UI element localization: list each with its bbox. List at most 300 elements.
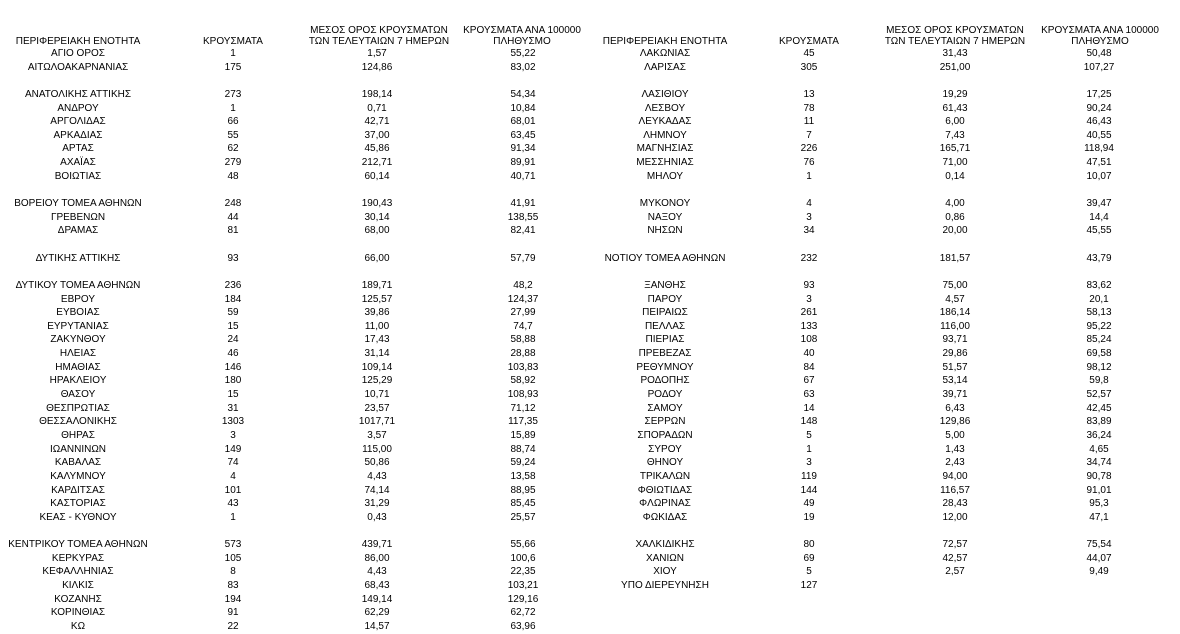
cell-avg7: 212,71	[361, 157, 393, 169]
table-row	[0, 402, 600, 416]
table-row	[600, 374, 1180, 388]
cell-per100k: 83,02	[510, 61, 536, 73]
table-row	[0, 374, 600, 388]
cell-per100k: 15,89	[510, 429, 536, 441]
cell-cases: 1	[230, 48, 236, 59]
cell-region: ΑΝΔΡΟΥ	[57, 102, 99, 114]
cell-avg7: 31,29	[364, 498, 390, 510]
cell-per100k: 103,83	[507, 361, 539, 373]
cell-per100k: 27,99	[510, 307, 536, 319]
table-row	[600, 279, 1180, 293]
cell-region: ΜΥΚΟΝΟΥ	[639, 198, 691, 210]
cell-region: ΚΑΒΑΛΑΣ	[54, 457, 102, 469]
table-row	[600, 142, 1180, 156]
cell-per100k: 63,45	[510, 129, 536, 141]
cell-region: ΧΑΛΚΙΔΙΚΗΣ	[635, 539, 695, 551]
table-row	[600, 538, 1180, 552]
header-cases: ΚΡΟΥΣΜΑΤΑ	[203, 36, 263, 47]
cell-avg7: 116,57	[940, 484, 970, 496]
cell-per100k: 83,62	[1086, 279, 1112, 291]
cell-cases: 93	[803, 279, 815, 291]
blank-row	[0, 183, 600, 197]
table-row	[600, 565, 1180, 579]
table-row	[0, 88, 600, 102]
cell-avg7: 125,57	[361, 293, 393, 305]
cell-avg7: 17,43	[364, 334, 390, 346]
blank-row	[600, 238, 1180, 252]
cell-per100k: 95,3	[1089, 498, 1109, 510]
cell-cases: 55	[227, 129, 239, 141]
table-row	[600, 579, 1180, 593]
cell-per100k: 89,91	[510, 157, 536, 169]
cell-cases: 8	[230, 566, 236, 578]
cell-per100k: 13,58	[510, 470, 536, 482]
cell-region: ΚΕΝΤΡΙΚΟΥ ΤΟΜΕΑ ΑΘΗΝΩΝ	[8, 539, 148, 551]
cell-region: ΣΕΡΡΩΝ	[644, 416, 686, 428]
cell-per100k: 90,24	[1086, 102, 1112, 114]
cell-per100k: 74,7	[513, 320, 533, 332]
cell-per100k: 83,89	[1086, 416, 1112, 428]
cell-region: ΕΥΡΥΤΑΝΙΑΣ	[47, 320, 109, 332]
cell-region: ΑΓΙΟ ΟΡΟΣ	[51, 48, 105, 59]
cell-per100k: 103,21	[507, 579, 539, 591]
cell-cases: 80	[803, 539, 815, 551]
table-row	[0, 47, 600, 61]
cell-region: ΦΛΩΡΙΝΑΣ	[639, 498, 691, 510]
header-per100k: ΚΡΟΥΣΜΑΤΑ ΑΝΑ 100000 ΠΛΗΘΥΣΜΟ	[463, 25, 581, 47]
cell-avg7: 94,00	[942, 470, 968, 482]
cell-region: ΠΕΛΛΑΣ	[644, 320, 686, 332]
cell-per100k: 85,24	[1086, 334, 1112, 346]
table-body	[600, 47, 1180, 593]
cell-cases: 3	[230, 429, 236, 441]
table-row	[600, 211, 1180, 225]
cell-cases: 1	[230, 102, 236, 114]
blank-row	[600, 524, 1180, 538]
table-row	[0, 565, 600, 579]
cell-per100k: 47,51	[1086, 157, 1112, 169]
cell-per100k: 55,22	[510, 48, 536, 59]
cell-avg7: 1,57	[367, 48, 387, 59]
cell-region: ΛΗΜΝΟΥ	[643, 129, 687, 141]
table-row	[600, 156, 1180, 170]
cell-per100k: 28,88	[510, 348, 536, 360]
table-row	[0, 443, 600, 457]
cell-region: ΡΕΘΥΜΝΟΥ	[636, 361, 694, 373]
cell-cases: 5	[806, 429, 812, 441]
cell-cases: 84	[803, 361, 815, 373]
cell-cases: 63	[803, 389, 815, 401]
table-row	[600, 88, 1180, 102]
cell-per100k: 58,88	[510, 334, 536, 346]
cell-cases: 1	[230, 511, 236, 523]
cell-region: ΜΕΣΣΗΝΙΑΣ	[636, 157, 694, 169]
cell-avg7: 72,57	[942, 539, 968, 551]
cell-region: ΦΩΚΙΔΑΣ	[642, 511, 688, 523]
table-row	[600, 484, 1180, 498]
cell-per100k: 22,35	[510, 566, 536, 578]
header-cases: ΚΡΟΥΣΜΑΤΑ	[779, 36, 839, 47]
cell-cases: 40	[803, 348, 815, 360]
cell-per100k: 58,13	[1086, 307, 1112, 319]
cell-avg7: 53,14	[942, 375, 968, 387]
cell-region: ΙΩΑΝΝΙΝΩΝ	[49, 443, 107, 455]
cell-avg7: 181,57	[939, 252, 971, 264]
cell-region: ΛΑΣΙΘΙΟΥ	[641, 88, 689, 100]
table-row	[0, 320, 600, 334]
table-row	[0, 333, 600, 347]
cell-cases: 3	[806, 457, 812, 469]
cell-cases: 24	[227, 334, 239, 346]
table-row	[0, 415, 600, 429]
blank-row	[0, 238, 600, 252]
table-row	[600, 224, 1180, 238]
table-row	[600, 361, 1180, 375]
cell-cases: 49	[803, 498, 815, 510]
cell-per100k: 88,74	[510, 443, 536, 455]
table-row	[0, 252, 600, 266]
table-row	[600, 293, 1180, 307]
cell-region: ΜΗΛΟΥ	[646, 170, 684, 182]
cell-region: ΘΗΝΟΥ	[646, 457, 684, 469]
table-row	[600, 320, 1180, 334]
cell-per100k: 45,55	[1086, 225, 1112, 237]
cell-avg7: 50,86	[364, 457, 390, 469]
cell-avg7: 190,43	[361, 198, 393, 210]
cell-cases: 248	[224, 198, 242, 210]
header-avg7: ΜΕΣΟΣ ΟΡΟΣ ΚΡΟΥΣΜΑΤΩΝ ΤΩΝ ΤΕΛΕΥΤΑΙΩΝ 7 ΗΜΕΡΩΝ	[308, 25, 450, 47]
cell-cases: 83	[227, 579, 239, 591]
cell-avg7: 60,14	[364, 170, 390, 182]
cell-cases: 14	[803, 402, 815, 414]
cell-per100k: 46,43	[1086, 116, 1112, 128]
cell-per100k: 88,95	[510, 484, 536, 496]
cell-region: ΧΙΟΥ	[653, 566, 677, 578]
cell-cases: 31	[227, 402, 239, 414]
cell-per100k: 48,2	[513, 279, 533, 291]
table-row	[600, 61, 1180, 75]
cell-region: ΡΟΔΟΥ	[647, 389, 683, 401]
table-row	[0, 511, 600, 525]
cell-avg7: 42,71	[364, 116, 390, 128]
table-row	[600, 333, 1180, 347]
cell-cases: 74	[227, 457, 239, 469]
cell-region: ΔΥΤΙΚΗΣ ΑΤΤΙΚΗΣ	[35, 252, 121, 264]
cell-per100k: 124,37	[507, 293, 539, 305]
table-row	[600, 102, 1180, 116]
table-row	[0, 429, 600, 443]
table-row	[600, 552, 1180, 566]
cell-avg7: 37,00	[364, 129, 390, 141]
cell-region: ΑΝΑΤΟΛΙΚΗΣ ΑΤΤΙΚΗΣ	[24, 88, 132, 100]
table-row	[0, 306, 600, 320]
table-header	[0, 19, 600, 47]
table-row	[0, 579, 600, 593]
cell-avg7: 198,14	[361, 88, 393, 100]
table-row	[0, 156, 600, 170]
header-region: ΠΕΡΙΦΕΡΕΙΑΚΗ ΕΝΟΤΗΤΑ	[15, 36, 141, 47]
cell-per100k: 91,34	[510, 143, 536, 155]
cell-region: ΦΘΙΩΤΙΔΑΣ	[637, 484, 693, 496]
cell-per100k: 58,92	[510, 375, 536, 387]
cell-avg7: 0,14	[945, 170, 965, 182]
cell-cases: 133	[800, 320, 818, 332]
table-row	[600, 129, 1180, 143]
cell-region: ΔΡΑΜΑΣ	[57, 225, 99, 237]
cell-avg7: 0,43	[367, 511, 387, 523]
table-row	[600, 197, 1180, 211]
table-row	[600, 497, 1180, 511]
cell-cases: 78	[803, 102, 815, 114]
cell-region: ΘΑΣΟΥ	[60, 389, 96, 401]
cell-per100k: 91,01	[1086, 484, 1112, 496]
cell-region: ΛΑΚΩΝΙΑΣ	[639, 48, 691, 59]
cell-avg7: 10,71	[364, 389, 390, 401]
cell-region: ΧΑΝΙΩΝ	[645, 552, 685, 564]
table-row	[0, 170, 600, 184]
table-row	[0, 388, 600, 402]
cell-cases: 43	[227, 498, 239, 510]
cell-region: ΚΟΖΑΝΗΣ	[54, 593, 102, 605]
table-row	[600, 388, 1180, 402]
cell-per100k: 44,07	[1086, 552, 1112, 564]
cell-cases: 149	[224, 443, 242, 455]
cell-per100k: 41,91	[510, 198, 536, 210]
cell-avg7: 20,00	[942, 225, 968, 237]
cell-avg7: 1,43	[945, 443, 965, 455]
cell-cases: 101	[224, 484, 242, 496]
cell-avg7: 11,00	[364, 320, 390, 332]
table-row	[0, 115, 600, 129]
cell-region: ΗΡΑΚΛΕΙΟΥ	[49, 375, 107, 387]
cell-cases: 4	[230, 470, 236, 482]
cell-per100k: 69,58	[1086, 348, 1112, 360]
cell-per100k: 50,48	[1086, 48, 1112, 59]
table-row	[0, 197, 600, 211]
cell-avg7: 31,14	[364, 348, 390, 360]
cell-cases: 305	[800, 61, 818, 73]
cell-per100k: 129,16	[507, 593, 539, 605]
cell-cases: 3	[806, 293, 812, 305]
cell-cases: 34	[803, 225, 815, 237]
table-row	[600, 429, 1180, 443]
table-row	[0, 211, 600, 225]
cell-avg7: 39,71	[942, 389, 968, 401]
table-row	[0, 606, 600, 620]
table-row	[600, 252, 1180, 266]
cell-per100k: 10,84	[510, 102, 536, 114]
cell-cases: 108	[800, 334, 818, 346]
cell-per100k: 40,55	[1086, 129, 1112, 141]
cell-region: ΠΙΕΡΙΑΣ	[645, 334, 685, 346]
cell-per100k: 34,74	[1086, 457, 1112, 469]
cell-per100k: 57,79	[510, 252, 536, 264]
cell-region: ΚΕΑΣ - ΚΥΘΝΟΥ	[39, 511, 117, 523]
cell-region: ΠΕΙΡΑΙΩΣ	[642, 307, 688, 319]
cell-cases: 5	[806, 566, 812, 578]
cell-cases: 226	[800, 143, 818, 155]
cell-per100k: 138,55	[507, 211, 539, 223]
cell-region: ΘΕΣΣΑΛΟΝΙΚΗΣ	[39, 416, 117, 428]
table-row	[0, 552, 600, 566]
cell-cases: 76	[803, 157, 815, 169]
cell-cases: 573	[224, 539, 242, 551]
cell-avg7: 51,57	[942, 361, 968, 373]
cell-cases: 261	[800, 307, 818, 319]
cell-region: ΕΥΒΟΙΑΣ	[56, 307, 100, 319]
cell-cases: 119	[801, 470, 817, 482]
cell-region: ΑΙΤΩΛΟΑΚΑΡΝΑΝΙΑΣ	[27, 61, 129, 73]
cell-cases: 48	[227, 170, 239, 182]
cell-cases: 59	[227, 307, 239, 319]
cell-region: ΘΗΡΑΣ	[61, 429, 95, 441]
cell-avg7: 6,43	[945, 402, 965, 414]
cell-region: ΒΟΙΩΤΙΑΣ	[54, 170, 102, 182]
cell-region: ΚΙΛΚΙΣ	[62, 579, 94, 591]
cell-per100k: 82,41	[510, 225, 536, 237]
cell-cases: 11	[803, 116, 815, 128]
cell-avg7: 74,14	[364, 484, 390, 496]
cell-cases: 93	[227, 252, 239, 264]
cell-avg7: 12,00	[942, 511, 968, 523]
table-row	[0, 102, 600, 116]
cell-per100k: 14,4	[1089, 211, 1109, 223]
cell-cases: 3	[806, 211, 812, 223]
cell-avg7: 109,14	[361, 361, 393, 373]
cell-cases: 62	[227, 143, 239, 155]
cell-cases: 4	[806, 198, 812, 210]
cell-region: ΚΕΦΑΛΛΗΝΙΑΣ	[42, 566, 114, 578]
cell-cases: 184	[224, 293, 242, 305]
table-header	[600, 19, 1180, 47]
cell-region: ΛΑΡΙΣΑΣ	[644, 61, 686, 73]
cell-per100k: 36,24	[1086, 429, 1112, 441]
header-avg7: ΜΕΣΟΣ ΟΡΟΣ ΚΡΟΥΣΜΑΤΩΝ ΤΩΝ ΤΕΛΕΥΤΑΙΩΝ 7 ΗΜΕΡΩΝ	[884, 25, 1026, 47]
cell-avg7: 186,14	[939, 307, 971, 319]
cell-cases: 7	[806, 129, 812, 141]
cell-region: ΛΕΣΒΟΥ	[644, 102, 686, 114]
table-row	[0, 61, 600, 75]
cell-cases: 69	[803, 552, 815, 564]
cell-cases: 279	[224, 157, 242, 169]
cell-per100k: 54,34	[510, 88, 536, 100]
blank-row	[600, 183, 1180, 197]
table-row	[0, 484, 600, 498]
table-row	[0, 470, 600, 484]
cell-per100k: 9,49	[1089, 566, 1109, 578]
cell-region: ΑΧΑΪΑΣ	[60, 157, 96, 169]
cell-avg7: 125,29	[361, 375, 393, 387]
cell-cases: 175	[224, 61, 242, 73]
cell-per100k: 75,54	[1086, 539, 1112, 551]
cell-avg7: 86,00	[364, 552, 390, 564]
table-row	[600, 170, 1180, 184]
cell-region: ΠΡΕΒΕΖΑΣ	[638, 348, 692, 360]
cell-avg7: 439,71	[361, 539, 393, 551]
cell-avg7: 66,00	[364, 252, 390, 264]
table-row	[600, 456, 1180, 470]
cell-cases: 127	[800, 579, 818, 591]
cell-cases: 148	[800, 416, 818, 428]
cell-cases: 273	[224, 88, 242, 100]
cell-cases: 22	[227, 620, 239, 632]
cell-per100k: 42,45	[1086, 402, 1112, 414]
cell-cases: 13	[803, 88, 815, 100]
cell-avg7: 6,00	[945, 116, 965, 128]
table-row	[0, 142, 600, 156]
cell-cases: 194	[224, 593, 242, 605]
cell-per100k: 90,78	[1086, 470, 1112, 482]
cell-avg7: 4,57	[945, 293, 965, 305]
table-row	[600, 306, 1180, 320]
cell-avg7: 30,14	[364, 211, 390, 223]
cell-per100k: 108,93	[507, 389, 539, 401]
cell-avg7: 251,00	[939, 61, 971, 73]
cell-region: ΚΩ	[70, 620, 86, 632]
cell-per100k: 117,35	[508, 416, 538, 428]
cell-avg7: 165,71	[939, 143, 971, 155]
cell-region: ΚΕΡΚΥΡΑΣ	[51, 552, 105, 564]
cell-avg7: 62,29	[364, 607, 390, 619]
header-region: ΠΕΡΙΦΕΡΕΙΑΚΗ ΕΝΟΤΗΤΑ	[602, 36, 728, 47]
cell-per100k: 98,12	[1086, 361, 1112, 373]
cell-region: ΡΟΔΟΠΗΣ	[640, 375, 690, 387]
cell-region: ΤΡΙΚΑΛΩΝ	[639, 470, 691, 482]
cell-per100k: 47,1	[1089, 511, 1109, 523]
cell-region: ΒΟΡΕΙΟΥ ΤΟΜΕΑ ΑΘΗΝΩΝ	[14, 198, 142, 210]
table-row	[0, 538, 600, 552]
cell-per100k: 107,27	[1083, 61, 1115, 73]
table-row	[0, 456, 600, 470]
cell-avg7: 4,43	[367, 470, 387, 482]
cell-region: ΑΡΓΟΛΙΔΑΣ	[50, 116, 106, 128]
cell-avg7: 0,71	[367, 102, 387, 114]
cell-avg7: 68,00	[364, 225, 390, 237]
table-row	[0, 361, 600, 375]
table-row	[0, 129, 600, 143]
cell-avg7: 115,00	[362, 443, 392, 455]
header-per100k: ΚΡΟΥΣΜΑΤΑ ΑΝΑ 100000 ΠΛΗΘΥΣΜΟ	[1041, 25, 1159, 47]
cell-region: ΑΡΚΑΔΙΑΣ	[53, 129, 103, 141]
cell-region: ΞΑΝΘΗΣ	[644, 279, 686, 291]
cell-cases: 15	[227, 320, 239, 332]
cell-avg7: 28,43	[942, 498, 968, 510]
cell-per100k: 55,66	[510, 539, 536, 551]
cell-avg7: 71,00	[942, 157, 968, 169]
cell-region: ΣΠΟΡΑΔΩΝ	[637, 429, 693, 441]
cell-cases: 1	[806, 443, 812, 455]
cell-cases: 46	[227, 348, 239, 360]
cell-avg7: 2,43	[945, 457, 965, 469]
cell-cases: 1	[806, 170, 812, 182]
cell-cases: 105	[224, 552, 242, 564]
cell-avg7: 14,57	[364, 620, 390, 632]
table-row	[600, 511, 1180, 525]
cell-per100k: 95,22	[1086, 320, 1112, 332]
cell-per100k: 17,25	[1086, 88, 1112, 100]
cell-avg7: 68,43	[364, 579, 390, 591]
cell-per100k: 100,6	[510, 552, 536, 564]
cell-avg7: 7,43	[945, 129, 965, 141]
cell-per100k: 20,1	[1089, 293, 1109, 305]
cell-per100k: 71,12	[510, 402, 536, 414]
cell-avg7: 61,43	[942, 102, 968, 114]
blank-row	[0, 265, 600, 279]
cell-avg7: 93,71	[942, 334, 968, 346]
cell-per100k: 39,47	[1086, 198, 1112, 210]
cell-region: ΥΠΟ ΔΙΕΡΕΥΝΗΣΗ	[621, 579, 709, 591]
cell-cases: 81	[227, 225, 239, 237]
